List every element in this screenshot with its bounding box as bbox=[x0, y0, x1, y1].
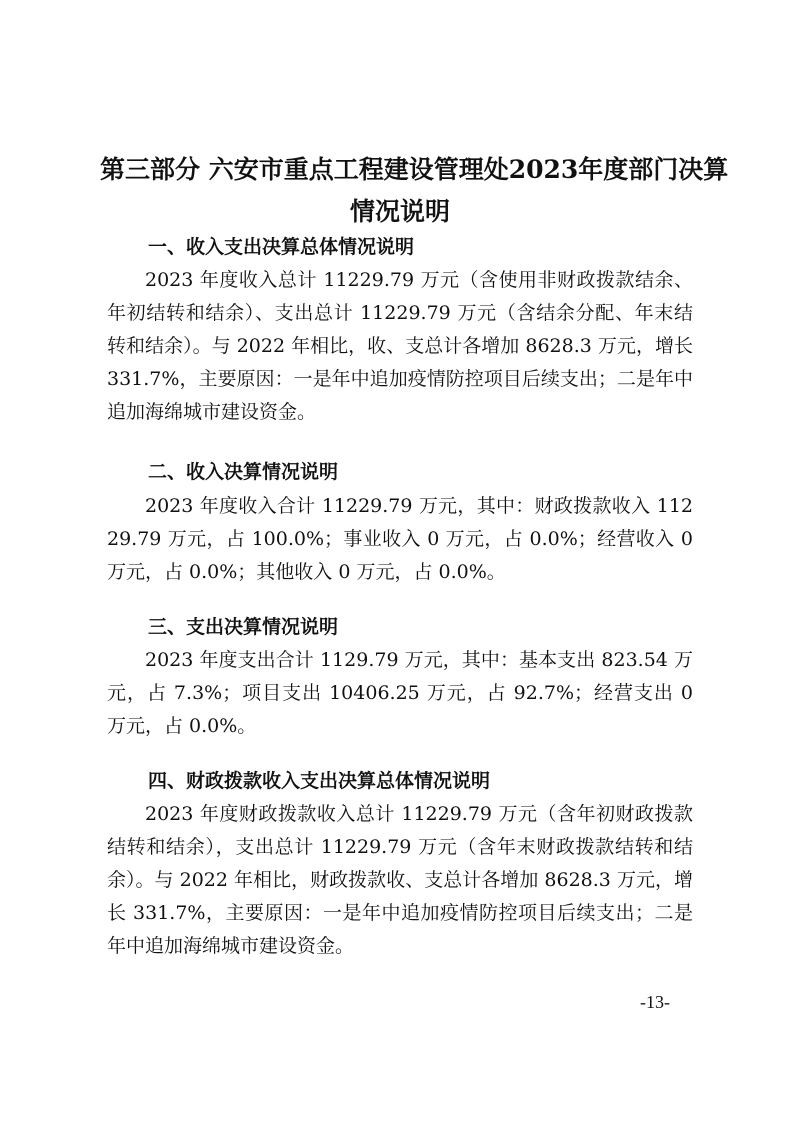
page-number: -13- bbox=[640, 992, 670, 1012]
section-body-2: 2023 年度收入合计 11229.79 万元，其中：财政拨款收入 11229.79 万元，占 100.0%；事业收入 0 万元，占 0.0%；经营收入 0 万元，占 0.0%；其他收入 0 万元，占 0.0%。 bbox=[107, 495, 693, 583]
section-heading-1: 一、收入支出决算总体情况说明 bbox=[148, 236, 415, 258]
section-body-4: 2023 年度财政拨款收入总计 11229.79 万元（含年初财政拨款结转和结余），支出总计 11229.79 万元（含年末财政拨款结转和结余）。与 2022 年相比，财政拨款收、支总计各增加 8628.3 万元，增长 331.7%，主要原因：一是年中追加疫情防控项目后续支出；二是年中追加海绵城市建设资金。 bbox=[107, 803, 693, 957]
section-body-3: 2023 年度支出合计 1129.79 万元，其中：基本支出 823.54 万元，占 7.3%；项目支出 10406.25 万元，占 92.7%；经营支出 0 万元，占 0.0%。 bbox=[107, 649, 693, 737]
document-title-line2: 情况说明 bbox=[349, 197, 450, 226]
section-heading-4: 四、财政拨款收入支出决算总体情况说明 bbox=[148, 770, 491, 792]
section-body-1: 2023 年度收入总计 11229.79 万元（含使用非财政拨款结余、年初结转和结余）、支出总计 11229.79 万元（含结余分配、年末结转和结余）。与 2022 年相比，收、支总计各增加 8628.3 万元，增长 331.7%，主要原因：一是年中追加疫情防控项目后续支出；二是年中追加海绵城市建设资金。 bbox=[107, 269, 693, 423]
section-heading-2: 二、收入决算情况说明 bbox=[148, 461, 339, 483]
document-title-line1: 第三部分 六安市重点工程建设管理处2023年度部门决算 bbox=[100, 155, 729, 184]
section-heading-3: 三、支出决算情况说明 bbox=[148, 616, 339, 638]
